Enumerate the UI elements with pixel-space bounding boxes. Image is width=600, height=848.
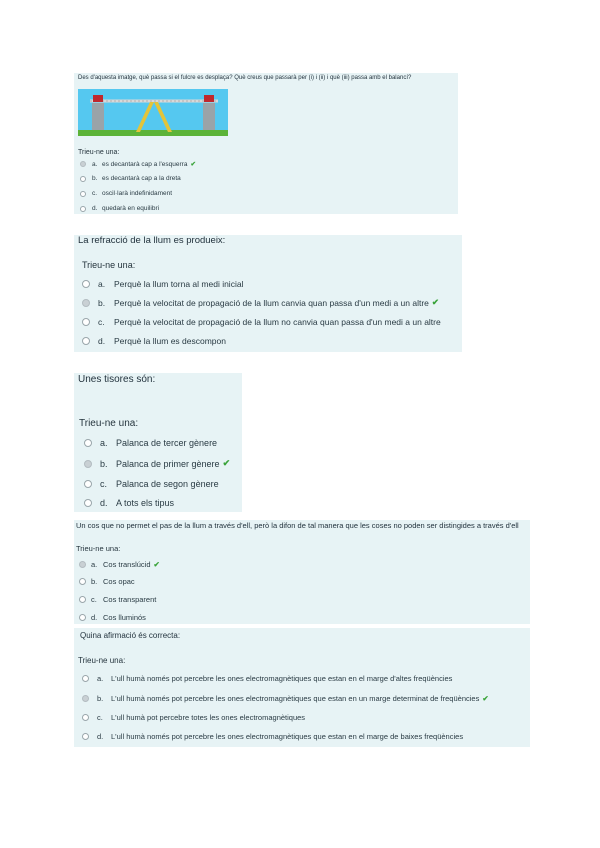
radio-button[interactable] — [82, 695, 89, 702]
option-letter: b. — [92, 175, 98, 182]
radio-button[interactable] — [82, 299, 90, 307]
lever-illustration — [78, 89, 228, 136]
option-text: A tots els tipus — [116, 498, 175, 508]
option-d[interactable] — [79, 613, 146, 622]
option-b[interactable] — [80, 175, 181, 182]
question-text: Unes tisores són: — [78, 374, 156, 385]
option-letter: a. — [97, 674, 104, 683]
question-text: Quina afirmació és correcta: — [80, 631, 181, 640]
radio-button[interactable] — [84, 439, 92, 447]
option-text: Cos lluminós — [103, 613, 146, 622]
option-letter: c. — [100, 479, 108, 489]
option-text: Perquè la llum torna al medi inicial — [114, 279, 244, 289]
option-letter: c. — [98, 317, 105, 327]
radio-button[interactable] — [82, 318, 90, 326]
option-letter: d. — [98, 336, 106, 346]
option-text: Perquè la velocitat de propagació de la llum canvia quan passa d'un medi a un altre — [114, 297, 429, 308]
option-c[interactable] — [80, 190, 172, 197]
option-letter: a. — [100, 438, 108, 448]
check-icon: ✔ — [431, 297, 440, 307]
question-card-5 — [74, 628, 530, 747]
option-text: L'ull humà només pot percebre les ones electromagnètiques que estan en el marge de baixes freqüències — [111, 732, 464, 741]
option-d[interactable] — [82, 732, 463, 741]
option-letter: c. — [91, 595, 97, 604]
option-text: Cos opac — [103, 577, 135, 586]
radio-button[interactable] — [82, 280, 90, 288]
radio-button[interactable] — [82, 675, 89, 682]
option-a[interactable] — [79, 560, 160, 569]
option-text: Palanca de primer gènere — [116, 458, 220, 469]
choose-one-label: Trieu-ne una: — [79, 418, 139, 429]
choose-one-label: Trieu-ne una: — [78, 656, 126, 665]
option-c[interactable] — [84, 479, 219, 489]
radio-button[interactable] — [82, 714, 89, 721]
option-letter: c. — [97, 713, 103, 722]
option-text: es decantarà cap a l'esquerra — [102, 160, 188, 168]
option-text: Cos transparent — [103, 595, 157, 604]
option-b[interactable] — [79, 577, 135, 586]
option-text: Palanca de tercer gènere — [116, 438, 218, 448]
option-text: Perquè la velocitat de propagació de la llum no canvia quan passa d'un medi a un altre — [114, 317, 441, 327]
option-text: quedarà en equilibri — [102, 205, 160, 212]
option-c[interactable] — [82, 713, 305, 722]
choose-one-label: Trieu-ne una: — [76, 544, 121, 553]
radio-button[interactable] — [84, 480, 92, 488]
radio-button[interactable] — [82, 733, 89, 740]
option-d[interactable] — [82, 336, 226, 346]
radio-button[interactable] — [82, 337, 90, 345]
option-c[interactable] — [79, 595, 156, 604]
option-letter: d. — [92, 205, 98, 212]
question-text: Un cos que no permet el pas de la llum a través d'ell, però la difon de tal manera que les coses no poden ser distingides a través d'ell — [76, 521, 519, 530]
option-text: L'ull humà només pot percebre les ones electromagnètiques que estan en el marge d'altes freqüències — [111, 674, 453, 683]
radio-button[interactable] — [84, 499, 92, 507]
check-icon: ✔ — [190, 161, 196, 168]
radio-button[interactable] — [79, 561, 86, 568]
option-letter: c. — [92, 190, 98, 197]
radio-button[interactable] — [80, 206, 86, 212]
option-text: Palanca de segon gènere — [116, 479, 219, 489]
question-card-3 — [74, 373, 242, 512]
question-card-1 — [74, 73, 458, 214]
option-a[interactable] — [80, 160, 196, 168]
option-text: Perquè la llum es descompon — [114, 336, 226, 346]
option-a[interactable] — [82, 279, 243, 289]
question-text: La refracció de la llum es produeix: — [78, 235, 226, 246]
option-letter: d. — [97, 732, 104, 741]
option-letter: b. — [91, 577, 98, 586]
option-letter: b. — [100, 458, 108, 469]
radio-button[interactable] — [79, 578, 86, 585]
option-letter: a. — [91, 560, 98, 569]
option-text: es decantarà cap a la dreta — [102, 175, 181, 182]
option-a[interactable] — [82, 674, 452, 683]
radio-button[interactable] — [80, 191, 86, 197]
check-icon: ✔ — [222, 458, 231, 468]
radio-button[interactable] — [84, 460, 92, 468]
option-text: oscil·larà indefinidament — [102, 190, 173, 197]
option-d[interactable] — [80, 205, 159, 212]
option-letter: b. — [97, 694, 104, 703]
check-icon: ✔ — [482, 694, 489, 703]
option-letter: a. — [98, 279, 106, 289]
option-letter: b. — [98, 297, 106, 308]
radio-button[interactable] — [80, 176, 86, 182]
question-text: Des d'aquesta imatge, què passa si el fulcre es desplaça? Què creus que passarà per (i) i (ii) i què (iii) passa amb el balancí? — [78, 75, 412, 81]
question-card-2 — [74, 235, 462, 352]
option-text: L'ull humà només pot percebre les ones electromagnètiques que estan en un marge determinat de freqüències — [111, 694, 480, 703]
option-letter: d. — [100, 498, 108, 508]
radio-button[interactable] — [80, 161, 86, 167]
option-b[interactable] — [82, 297, 439, 308]
option-b[interactable] — [82, 694, 489, 703]
option-d[interactable] — [84, 498, 174, 508]
option-b[interactable] — [84, 458, 230, 469]
check-icon: ✔ — [153, 560, 160, 569]
option-c[interactable] — [82, 317, 441, 327]
radio-button[interactable] — [79, 596, 86, 603]
choose-one-label: Trieu-ne una: — [78, 149, 120, 156]
option-a[interactable] — [84, 438, 217, 448]
question-card-4 — [74, 520, 530, 624]
option-letter: a. — [92, 160, 98, 168]
option-text: L'ull humà pot percebre totes les ones electromagnètiques — [111, 713, 306, 722]
option-letter: d. — [91, 613, 98, 622]
option-text: Cos translúcid — [103, 560, 151, 569]
radio-button[interactable] — [79, 614, 86, 621]
choose-one-label: Trieu-ne una: — [82, 260, 136, 270]
